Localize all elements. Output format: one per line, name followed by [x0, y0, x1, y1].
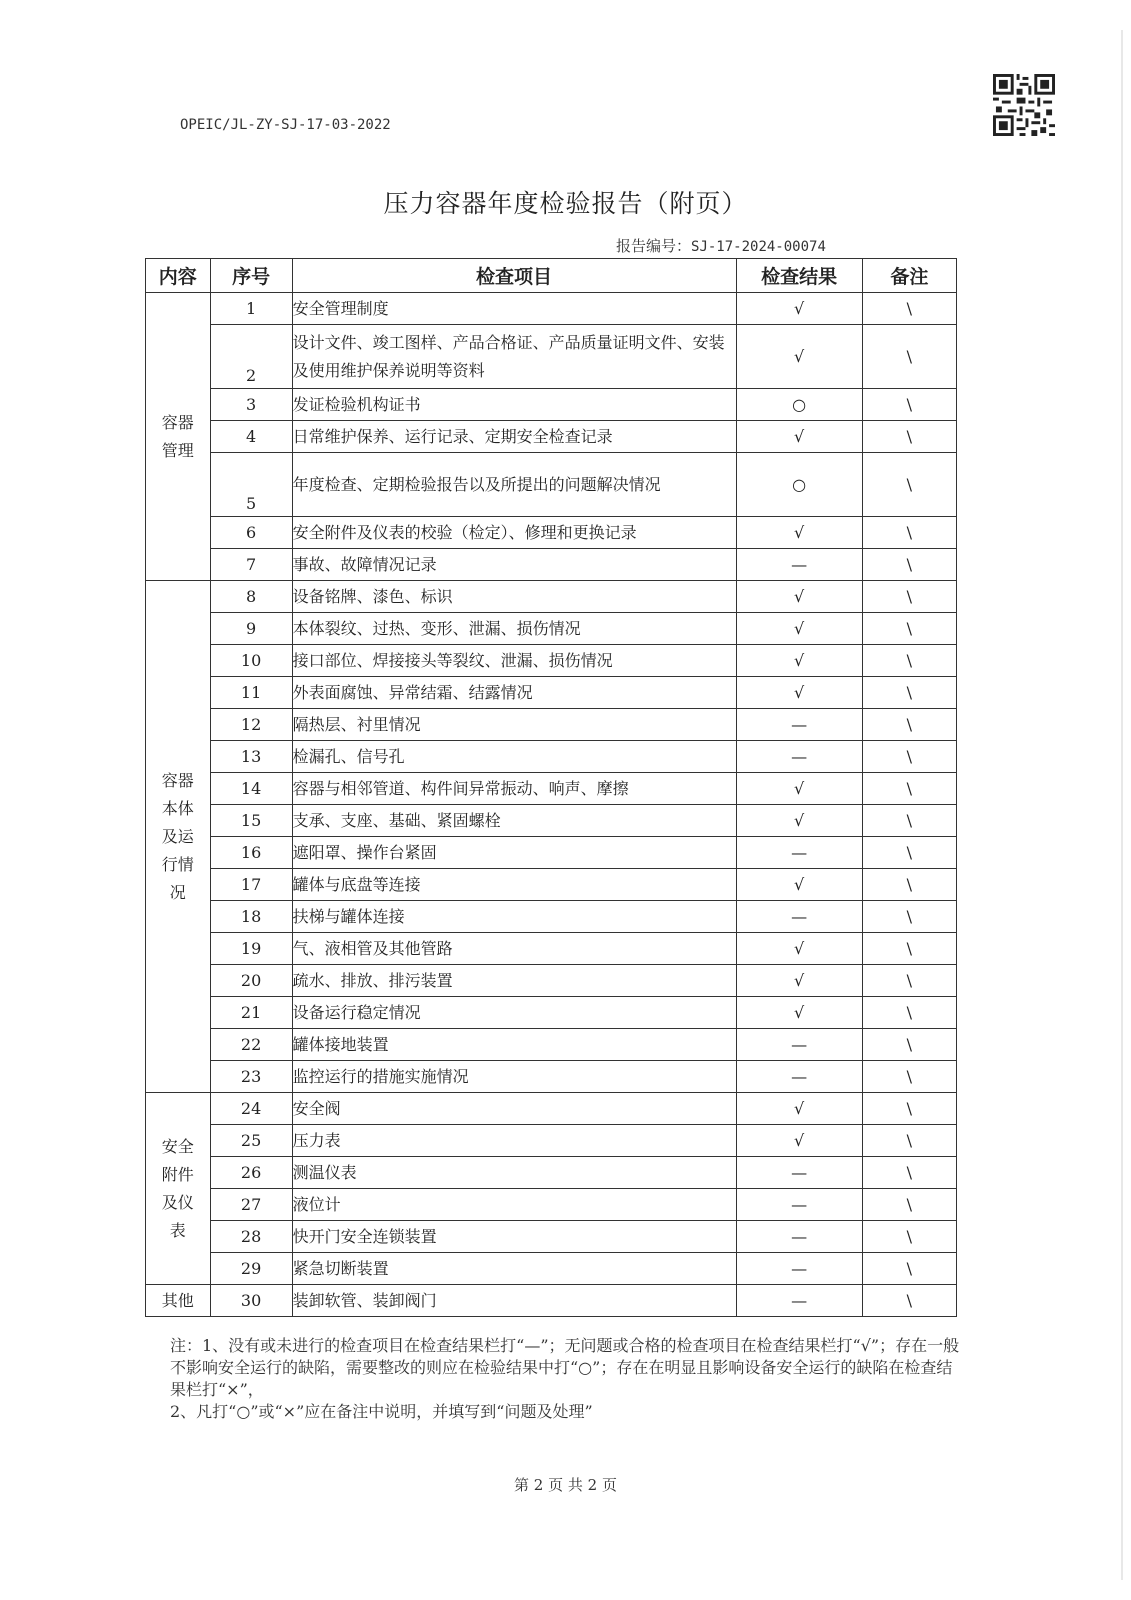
- note-2: 2、凡打“○”或“×”应在备注中说明，并填写到“问题及处理”: [170, 1402, 593, 1421]
- table-row: [146, 965, 957, 997]
- scan-edge: [1121, 30, 1123, 1580]
- row-no: 22: [210, 1029, 292, 1061]
- report-number-label: 报告编号：: [616, 237, 692, 255]
- row-remark: \: [862, 805, 956, 837]
- col-header-content: 内容: [146, 259, 211, 293]
- row-remark: \: [862, 325, 956, 389]
- table-row: [146, 869, 957, 901]
- row-item: 支承、支座、基础、紧固螺栓: [292, 805, 736, 837]
- col-header-item: 检查项目: [292, 259, 736, 293]
- table-row: [146, 1221, 957, 1253]
- row-result: √: [736, 677, 862, 709]
- row-no: 25: [210, 1125, 292, 1157]
- row-item: 紧急切断装置: [292, 1253, 736, 1285]
- row-remark: \: [862, 1285, 956, 1317]
- row-no: 10: [210, 645, 292, 677]
- row-remark: \: [862, 581, 956, 613]
- row-remark: \: [862, 645, 956, 677]
- row-remark: \: [862, 837, 956, 869]
- row-no: 28: [210, 1221, 292, 1253]
- row-no: 24: [210, 1093, 292, 1125]
- document-code: OPEIC/JL-ZY-SJ-17-03-2022: [180, 117, 391, 133]
- row-no: 1: [210, 293, 292, 325]
- table-row: [146, 677, 957, 709]
- inspection-table: [145, 258, 957, 1317]
- row-item: 年度检查、定期检验报告以及所提出的问题解决情况: [292, 453, 736, 517]
- row-result: √: [736, 773, 862, 805]
- row-result: √: [736, 1093, 862, 1125]
- row-result: —: [736, 1189, 862, 1221]
- row-item: 日常维护保养、运行记录、定期安全检查记录: [292, 421, 736, 453]
- section-label: 其他: [146, 1285, 211, 1317]
- row-remark: \: [862, 421, 956, 453]
- row-result: √: [736, 517, 862, 549]
- row-no: 9: [210, 613, 292, 645]
- row-result: √: [736, 293, 862, 325]
- row-no: 5: [210, 453, 292, 517]
- row-item: 罐体接地装置: [292, 1029, 736, 1061]
- table-row: [146, 549, 957, 581]
- row-item: 设计文件、竣工图样、产品合格证、产品质量证明文件、安装及使用维护保养说明等资料: [292, 325, 736, 389]
- page-number: 第 2 页 共 2 页: [514, 1476, 617, 1494]
- row-no: 21: [210, 997, 292, 1029]
- col-header-no: 序号: [210, 259, 292, 293]
- row-no: 26: [210, 1157, 292, 1189]
- row-no: 3: [210, 389, 292, 421]
- row-no: 17: [210, 869, 292, 901]
- table-row: [146, 1125, 957, 1157]
- row-remark: \: [862, 389, 956, 421]
- section-label: 容器本体及运行情况: [146, 581, 211, 1093]
- row-result: √: [736, 869, 862, 901]
- page-title: 压力容器年度检验报告（附页）: [383, 189, 748, 218]
- row-result: —: [736, 1157, 862, 1189]
- col-header-result: 检查结果: [736, 259, 862, 293]
- row-item: 装卸软管、装卸阀门: [292, 1285, 736, 1317]
- table-row: [146, 1093, 957, 1125]
- row-item: 气、液相管及其他管路: [292, 933, 736, 965]
- row-result: —: [736, 837, 862, 869]
- section-label: 安全附件及仪表: [146, 1093, 211, 1285]
- report-number-value: SJ-17-2024-00074: [691, 239, 826, 255]
- row-remark: \: [862, 901, 956, 933]
- row-result: —: [736, 1253, 862, 1285]
- row-result: √: [736, 645, 862, 677]
- row-result: ○: [736, 453, 862, 517]
- row-remark: \: [862, 1189, 956, 1221]
- row-item: 快开门安全连锁装置: [292, 1221, 736, 1253]
- row-result: —: [736, 549, 862, 581]
- table-row: [146, 901, 957, 933]
- row-no: 15: [210, 805, 292, 837]
- row-remark: \: [862, 1221, 956, 1253]
- row-remark: \: [862, 1125, 956, 1157]
- row-no: 27: [210, 1189, 292, 1221]
- row-no: 13: [210, 741, 292, 773]
- row-item: 隔热层、衬里情况: [292, 709, 736, 741]
- row-item: 压力表: [292, 1125, 736, 1157]
- row-remark: \: [862, 1157, 956, 1189]
- row-no: 7: [210, 549, 292, 581]
- row-no: 2: [210, 325, 292, 389]
- table-row: [146, 645, 957, 677]
- table-row: [146, 1029, 957, 1061]
- row-item: 设备铭牌、漆色、标识: [292, 581, 736, 613]
- row-item: 遮阳罩、操作台紧固: [292, 837, 736, 869]
- row-result: —: [736, 901, 862, 933]
- row-result: √: [736, 613, 862, 645]
- row-item: 扶梯与罐体连接: [292, 901, 736, 933]
- table-row: [146, 1189, 957, 1221]
- row-item: 外表面腐蚀、异常结霜、结露情况: [292, 677, 736, 709]
- row-remark: \: [862, 773, 956, 805]
- row-result: √: [736, 965, 862, 997]
- row-result: —: [736, 709, 862, 741]
- row-remark: \: [862, 549, 956, 581]
- table-row: [146, 997, 957, 1029]
- row-item: 容器与相邻管道、构件间异常振动、响声、摩擦: [292, 773, 736, 805]
- table-row: [146, 933, 957, 965]
- row-result: √: [736, 421, 862, 453]
- row-item: 本体裂纹、过热、变形、泄漏、损伤情况: [292, 613, 736, 645]
- row-remark: \: [862, 677, 956, 709]
- table-row: [146, 389, 957, 421]
- row-no: 20: [210, 965, 292, 997]
- row-remark: \: [862, 1253, 956, 1285]
- qr-code-icon: [993, 74, 1055, 136]
- table-row: [146, 1253, 957, 1285]
- row-remark: \: [862, 933, 956, 965]
- row-no: 18: [210, 901, 292, 933]
- row-remark: \: [862, 997, 956, 1029]
- table-header-row: [146, 259, 957, 293]
- table-row: [146, 709, 957, 741]
- row-item: 接口部位、焊接接头等裂纹、泄漏、损伤情况: [292, 645, 736, 677]
- table-row: [146, 773, 957, 805]
- row-remark: \: [862, 1061, 956, 1093]
- row-item: 安全管理制度: [292, 293, 736, 325]
- row-result: —: [736, 1285, 862, 1317]
- row-remark: \: [862, 709, 956, 741]
- table-row: [146, 1061, 957, 1093]
- row-no: 29: [210, 1253, 292, 1285]
- row-item: 液位计: [292, 1189, 736, 1221]
- row-item: 发证检验机构证书: [292, 389, 736, 421]
- row-no: 16: [210, 837, 292, 869]
- row-result: ○: [736, 389, 862, 421]
- notes: [170, 1335, 960, 1423]
- note-1: 注：1、没有或未进行的检查项目在检查结果栏打“—”；无问题或合格的检查项目在检查结果栏打“√”；存在一般不影响安全运行的缺陷，需要整改的则应在检验结果中打“○”；存在在明显且影响设备安全运行的缺陷在检查结果栏打“×”，: [170, 1336, 960, 1399]
- table-row: [146, 1157, 957, 1189]
- row-result: √: [736, 933, 862, 965]
- table-row: [146, 293, 957, 325]
- row-remark: \: [862, 1093, 956, 1125]
- row-no: 30: [210, 1285, 292, 1317]
- row-remark: \: [862, 741, 956, 773]
- row-remark: \: [862, 869, 956, 901]
- row-result: √: [736, 581, 862, 613]
- col-header-remark: 备注: [862, 259, 956, 293]
- row-item: 安全附件及仪表的校验（检定）、修理和更换记录: [292, 517, 736, 549]
- table-row: [146, 1285, 957, 1317]
- row-no: 19: [210, 933, 292, 965]
- table-row: [146, 613, 957, 645]
- row-item: 设备运行稳定情况: [292, 997, 736, 1029]
- row-item: 检漏孔、信号孔: [292, 741, 736, 773]
- row-no: 14: [210, 773, 292, 805]
- table-row: [146, 517, 957, 549]
- row-item: 事故、故障情况记录: [292, 549, 736, 581]
- row-item: 监控运行的措施实施情况: [292, 1061, 736, 1093]
- row-item: 测温仪表: [292, 1157, 736, 1189]
- table-row: [146, 581, 957, 613]
- table-row: [146, 837, 957, 869]
- row-result: √: [736, 997, 862, 1029]
- row-no: 11: [210, 677, 292, 709]
- table-row: [146, 453, 957, 517]
- row-remark: \: [862, 1029, 956, 1061]
- row-result: √: [736, 805, 862, 837]
- row-item: 安全阀: [292, 1093, 736, 1125]
- table-row: [146, 805, 957, 837]
- report-number: [616, 235, 826, 256]
- section-label: 容器管理: [146, 293, 211, 581]
- table-row: [146, 421, 957, 453]
- row-result: —: [736, 1029, 862, 1061]
- row-remark: \: [862, 517, 956, 549]
- row-no: 6: [210, 517, 292, 549]
- row-no: 12: [210, 709, 292, 741]
- row-item: 罐体与底盘等连接: [292, 869, 736, 901]
- table-row: [146, 325, 957, 389]
- row-no: 23: [210, 1061, 292, 1093]
- row-remark: \: [862, 965, 956, 997]
- row-no: 8: [210, 581, 292, 613]
- row-result: √: [736, 325, 862, 389]
- row-item: 疏水、排放、排污装置: [292, 965, 736, 997]
- row-remark: \: [862, 453, 956, 517]
- row-result: —: [736, 741, 862, 773]
- table-row: [146, 741, 957, 773]
- row-result: —: [736, 1221, 862, 1253]
- row-remark: \: [862, 613, 956, 645]
- row-result: √: [736, 1125, 862, 1157]
- row-result: —: [736, 1061, 862, 1093]
- row-remark: \: [862, 293, 956, 325]
- row-no: 4: [210, 421, 292, 453]
